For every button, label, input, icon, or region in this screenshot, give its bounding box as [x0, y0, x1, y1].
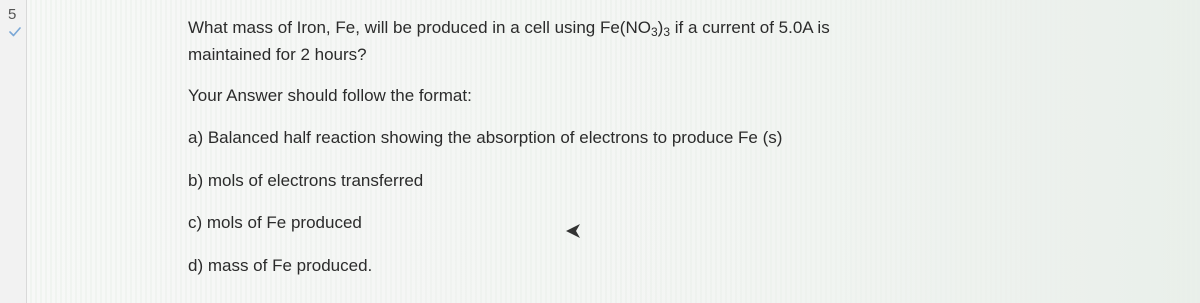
- question-text: [188, 14, 1168, 68]
- question-content: [188, 14, 1168, 275]
- question-paren: ): [657, 18, 664, 37]
- question-gutter: [0, 0, 27, 303]
- question-subscript-1: 3: [650, 25, 658, 39]
- answer-part-a: a) Balanced half reaction showing the absorption of electrons to produce Fe (s): [188, 128, 783, 147]
- answer-part-d: d) mass of Fe produced.: [188, 256, 373, 275]
- format-instruction: Your Answer should follow the format:: [188, 86, 472, 105]
- question-number: 5: [8, 6, 17, 23]
- mouse-pointer-icon: [565, 223, 581, 239]
- question-line2: maintained for 2 hours?: [188, 45, 367, 64]
- question-subscript-2: 3: [663, 25, 671, 39]
- question-line1-start: What mass of Iron, Fe, will be produced in a cell using Fe(NO: [188, 18, 651, 37]
- check-icon: [9, 26, 21, 38]
- answer-part-c: c) mols of Fe produced: [188, 213, 362, 232]
- answer-part-b: b) mols of electrons transferred: [188, 171, 424, 190]
- question-line1-end: if a current of 5.0A is: [670, 18, 830, 37]
